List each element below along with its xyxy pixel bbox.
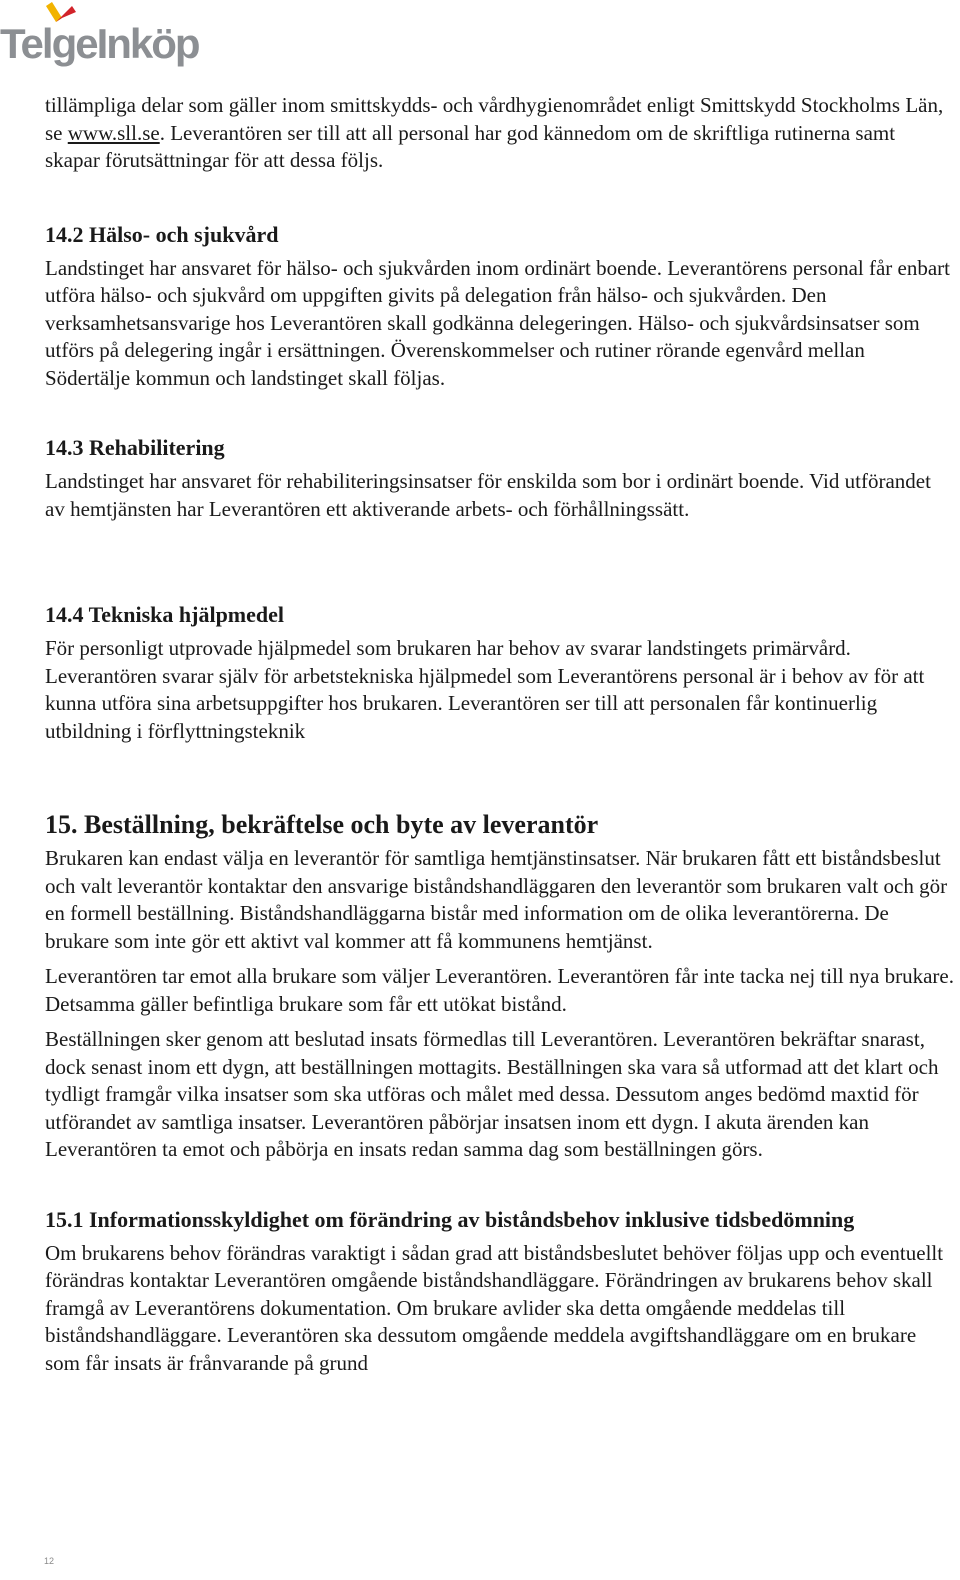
heading-15-1: 15.1 Informationsskyldighet om förändring av biståndsbehov inklusive tidsbedömning	[45, 1206, 855, 1232]
paragraph-15-1: Brukaren kan endast välja en leverantör för samtliga hemtjänstinsatser. När brukaren fått ett biståndsbeslut och valt leverantör kontaktar den ansvarige biståndshandläggaren den leverantör som brukaren valt och gör en formell beställning. Biståndshandläggarna bistår med information om de olika leverantörerna. De brukare som inte gör ett aktivt val kommer att få kommunens hemtjänst.	[45, 846, 948, 953]
paragraph-14-3: Landstinget har ansvaret för rehabiliteringsinsatser för enskilda som bor i ordinärt boende. Vid utförandet av hemtjänsten har Leverantören ett aktiverande arbets- och förhållningssätt.	[45, 469, 931, 521]
paragraph-15-3: Beställningen sker genom att beslutad insats förmedlas till Leverantören. Leverantören bekräftar snarast, dock senast inom ett dygn, att beställningen mottagits. Beställningen ska vara så utformad att det klart och tydligt framgår vilka insatser som ska utföras och målet med dessa. Dessutom anges bedömd maxtid för utförandet av samtliga insatser. Leverantören påbörjar insatsen inom ett dygn. I akuta ärenden kan Leverantören ta emot och påbörja en insats redan samma dag som beställningen görs.	[45, 1027, 939, 1161]
paragraph-15-1-body: Om brukarens behov förändras varaktigt i sådan grad att biståndsbeslutet behöver följas upp och eventuellt förändras kontaktar Leverantören omgående biståndshandläggare. Förändringen av brukarens behov skall framgå av Leverantörens dokumentation. Om brukare avlider ska detta omgående meddelas till biståndshandläggare. Leverantören ska dessutom omgående meddela avgiftshandläggare om en brukare som får insats är frånvarande på grund	[45, 1240, 944, 1375]
paragraph-14-2: Landstinget har ansvaret för hälso- och sjukvården inom ordinärt boende. Leverantörens personal får enbart utföra hälso- och sjukvård om uppgiften givits på delegation från hälso- och sjukvården. Den verksamhetsansvarige hos Leverantören skall godkänna delegeringen. Hälso- och sjukvårdsinsatser som utförs på delegering ingår i ersättningen. Överenskommelser och rutiner rörande egenvård mellan Södertälje kommun och landstinget skall följas.	[45, 255, 950, 390]
heading-14-3: 14.3 Rehabilitering	[45, 435, 225, 460]
heading-15: 15. Beställning, bekräftelse och byte av leverantör	[45, 810, 599, 839]
telge-inkop-logo-graphic	[0, 0, 220, 70]
page-number: 12	[44, 1556, 55, 1566]
telge-inkop-logo	[0, 0, 220, 70]
intro-text-1: tillämpliga delar som gäller inom smittskydds- och vårdhygienområdet enligt Smittskydd Stockholms Län, se	[45, 93, 944, 145]
intro-text-2: . Leverantören ser till att all personal har god kännedom om de skriftliga rutinerna samt skapar förutsättningar för att dessa följs.	[45, 120, 896, 172]
heading-14-4: 14.4 Tekniska hjälpmedel	[45, 602, 285, 627]
document-body	[45, 92, 955, 1377]
paragraph-15-2: Leverantören tar emot alla brukare som väljer Leverantören. Leverantören får inte tacka nej till nya brukare. Detsamma gäller befintliga brukare som får ett utökat bistånd.	[45, 964, 954, 1016]
sll-link[interactable]: www.sll.se	[67, 120, 160, 145]
heading-14-2: 14.2 Hälso- och sjukvård	[45, 221, 279, 247]
logo-text: TelgeInköp	[0, 20, 199, 67]
paragraph-14-4: För personligt utprovade hjälpmedel som brukaren har behov av svarar landstingets primärvård. Leverantören svarar själv för arbetstekniska hjälpmedel som Leverantörens personal är i behov av för att kunna utföra sina arbetsuppgifter hos brukaren. Leverantören ser till att personalen får kontinuerlig utbildning i förflyttningsteknik	[45, 636, 925, 743]
intro-paragraph	[45, 92, 955, 175]
